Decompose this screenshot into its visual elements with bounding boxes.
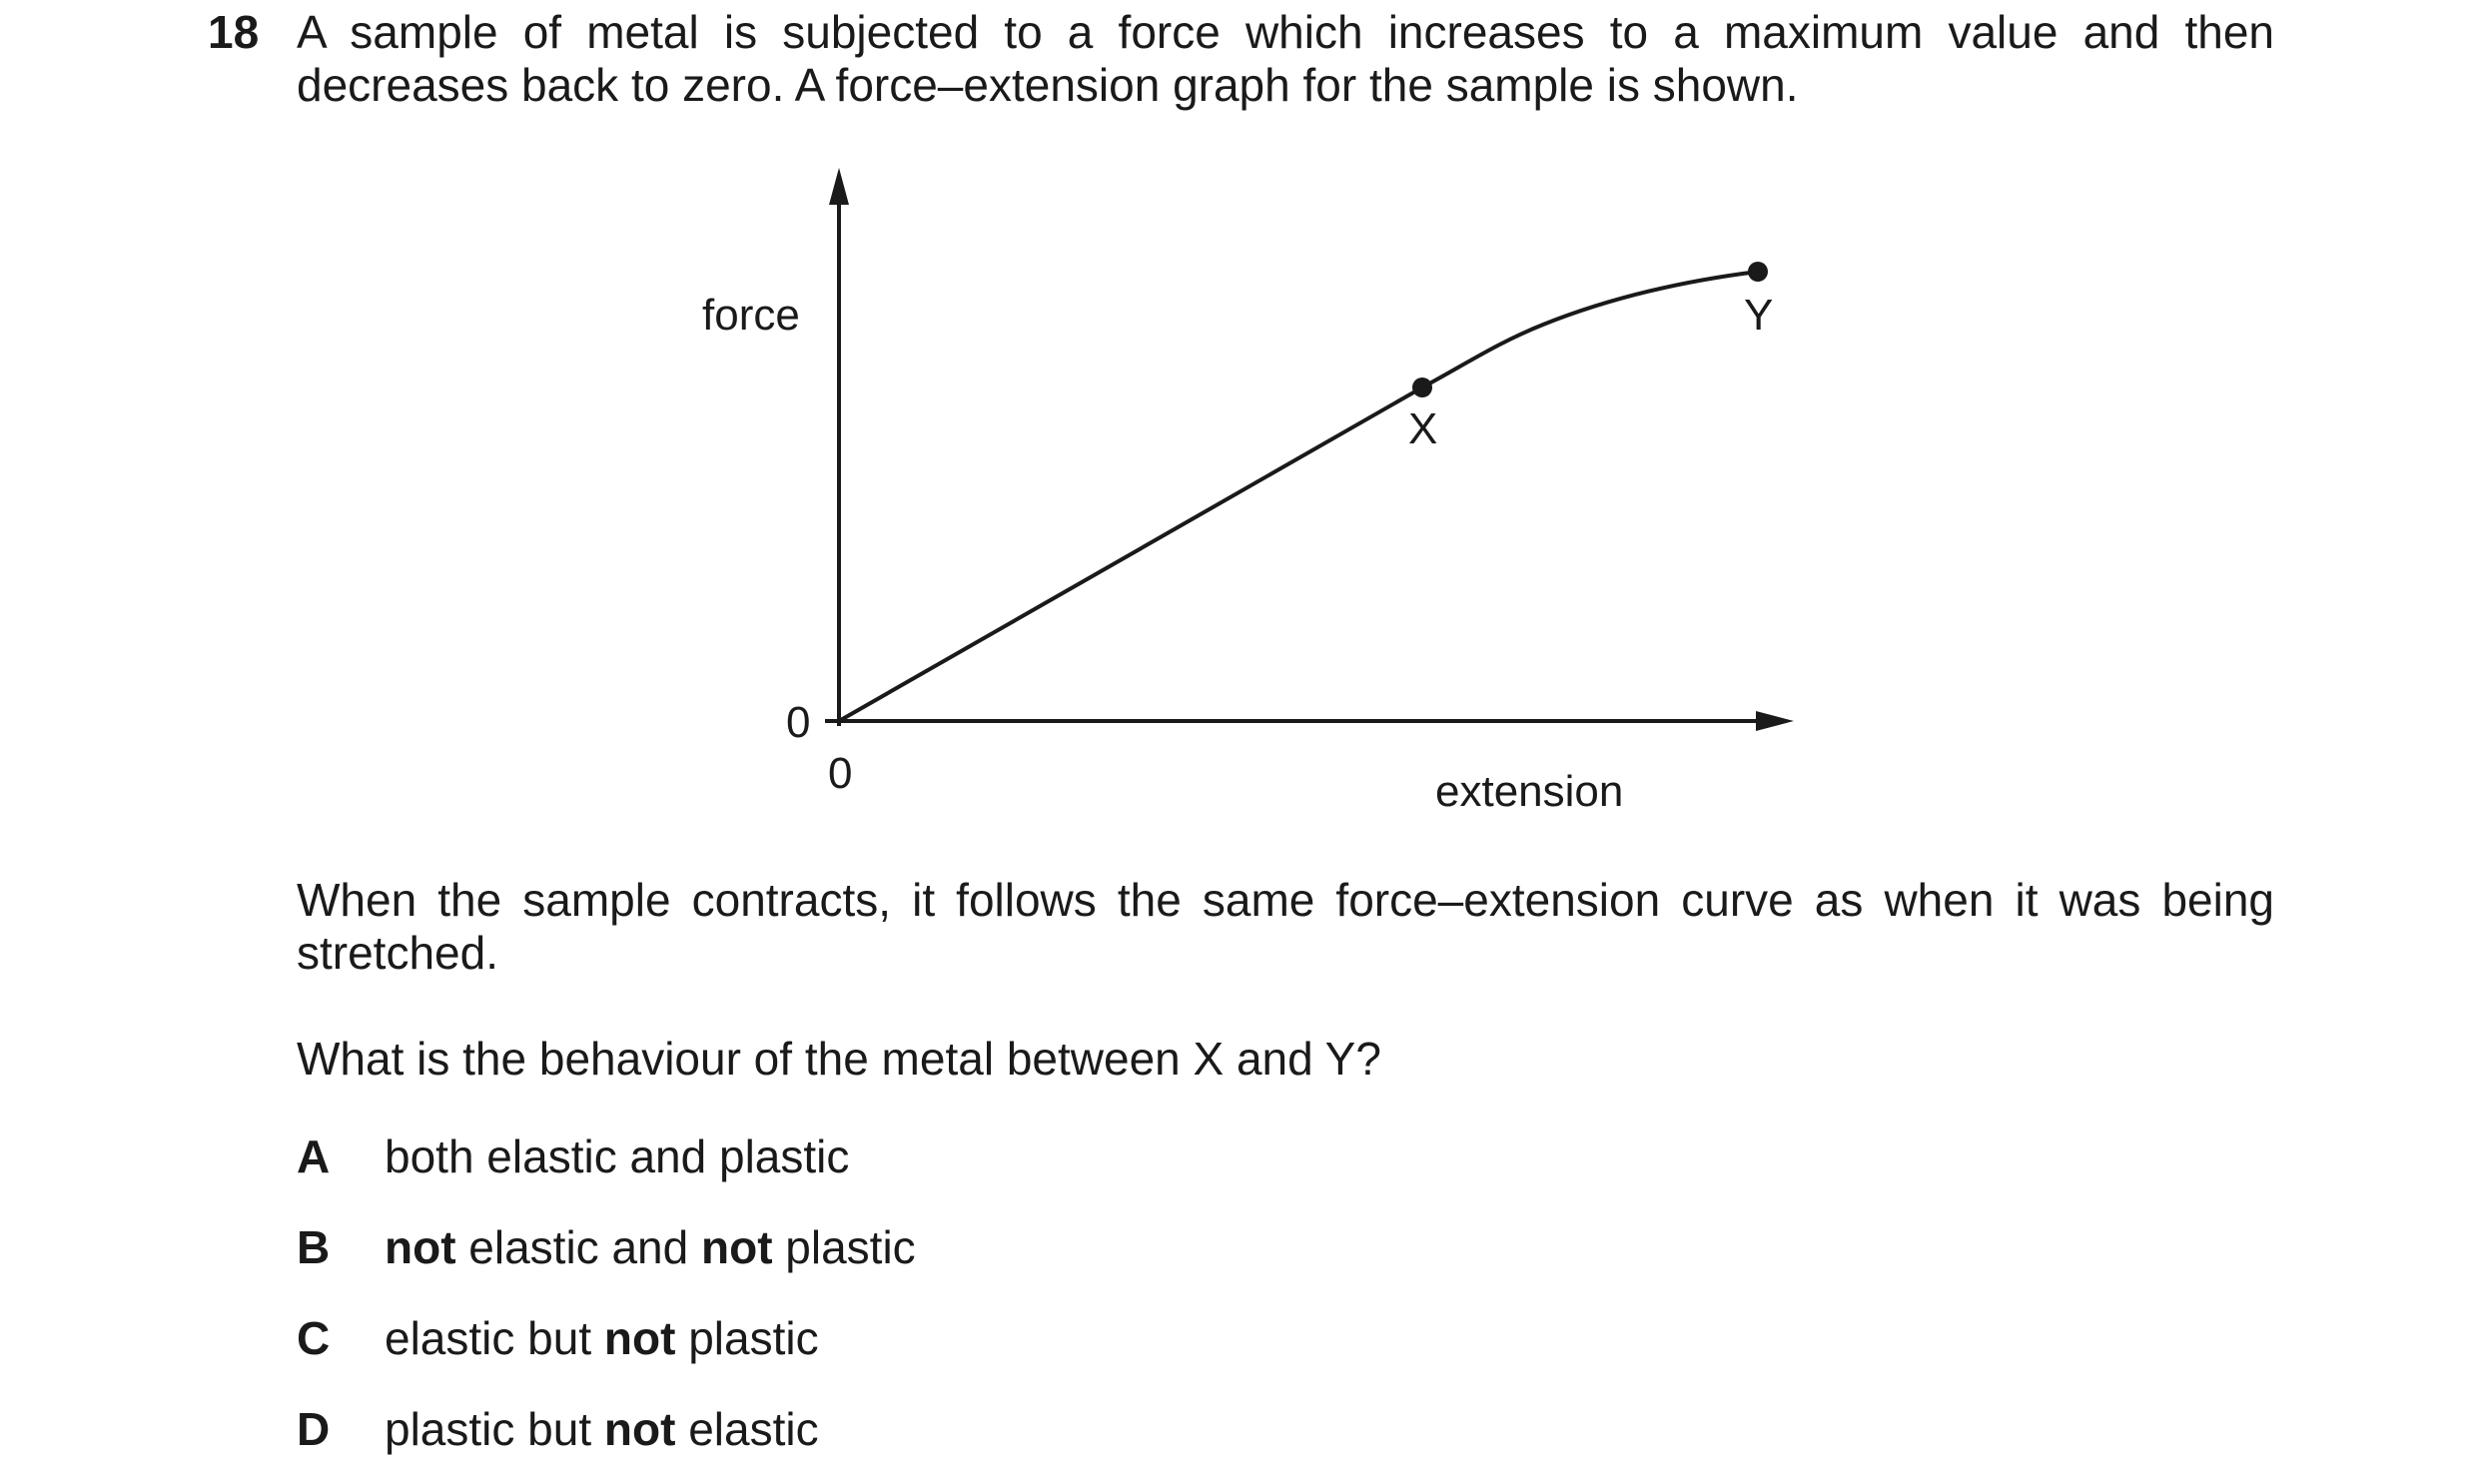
option-text-part: plastic but bbox=[385, 1403, 604, 1455]
option-text-part: both elastic and plastic bbox=[385, 1130, 850, 1182]
option-text-part: plastic bbox=[772, 1221, 916, 1273]
point-x-marker bbox=[1412, 377, 1432, 397]
question-stem: A sample of metal is subjected to a force which increases to a maximum value and then decreases back to zero. A force–extension graph for the sample is shown. bbox=[297, 6, 2274, 111]
option-text bbox=[385, 1399, 819, 1459]
y-origin-label: 0 bbox=[786, 698, 811, 747]
option-emphasis: not bbox=[603, 1312, 676, 1364]
option-text bbox=[385, 1308, 819, 1368]
y-axis-arrowhead bbox=[829, 168, 849, 205]
question-note: When the sample contracts, it follows the same force–extension curve as when it was being stretched. bbox=[297, 874, 2274, 979]
point-x-label: X bbox=[1408, 404, 1438, 453]
option-letter: C bbox=[297, 1312, 331, 1364]
point-y-marker bbox=[1748, 262, 1768, 282]
option-emphasis: not bbox=[603, 1403, 676, 1455]
option-text-part: elastic bbox=[675, 1403, 819, 1455]
option-emphasis: not bbox=[385, 1221, 456, 1273]
force-extension-curve bbox=[839, 272, 1758, 721]
option-text-part: elastic and bbox=[455, 1221, 701, 1273]
option-text bbox=[385, 1217, 916, 1277]
option-emphasis: not bbox=[701, 1221, 773, 1273]
x-axis-arrowhead bbox=[1756, 711, 1794, 731]
point-y-label: Y bbox=[1744, 291, 1774, 340]
x-axis-label: extension bbox=[1435, 767, 1624, 816]
x-origin-label: 0 bbox=[828, 749, 853, 798]
question-prompt: What is the behaviour of the metal between X and Y? bbox=[297, 1033, 1381, 1085]
option-text bbox=[385, 1126, 849, 1186]
option-text-part: elastic but bbox=[385, 1312, 604, 1364]
option-letter: D bbox=[297, 1403, 331, 1455]
option-text-part: plastic bbox=[675, 1312, 819, 1364]
option-letter: B bbox=[297, 1221, 331, 1273]
y-axis-label: force bbox=[702, 291, 800, 340]
option-letter: A bbox=[297, 1130, 331, 1182]
question-number: 18 bbox=[208, 6, 260, 58]
